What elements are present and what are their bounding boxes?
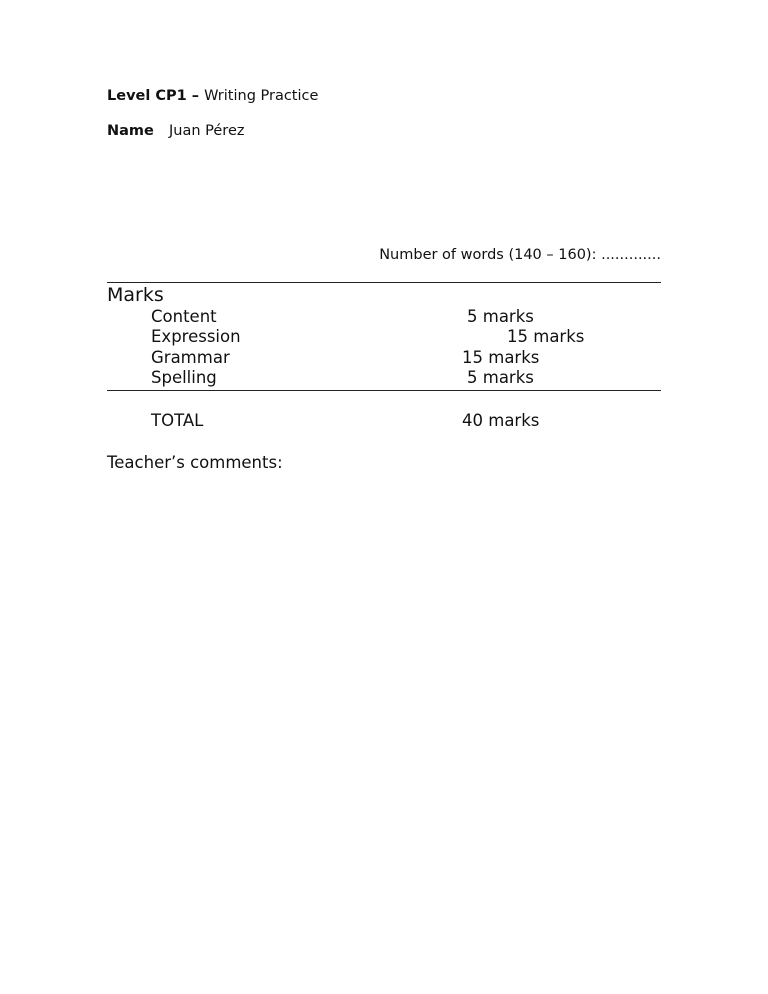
mark-label-spelling: Spelling [151,368,217,387]
word-count-line: Number of words (140 – 160): ............. [379,247,661,263]
marks-heading: Marks [107,284,164,306]
title-dash: – [186,88,205,104]
page-title [107,88,318,104]
mark-value-content: 5 marks [467,307,534,326]
title-rest: Writing Practice [204,88,319,104]
name-value: Juan Pérez [169,123,245,139]
name-label: Name [107,123,154,139]
total-label: TOTAL [151,411,204,430]
total-value: 40 marks [462,411,540,430]
mark-label-expression: Expression [151,327,241,346]
mark-value-spelling: 5 marks [467,368,534,387]
marks-bottom-divider [107,390,661,391]
mark-value-expression: 15 marks [507,327,585,346]
mark-label-content: Content [151,307,217,326]
teacher-comments-label: Teacher’s comments: [107,453,283,472]
title-level: Level CP1 [107,88,187,104]
marks-top-divider [107,282,661,283]
mark-value-grammar: 15 marks [462,348,540,367]
mark-label-grammar: Grammar [151,348,230,367]
